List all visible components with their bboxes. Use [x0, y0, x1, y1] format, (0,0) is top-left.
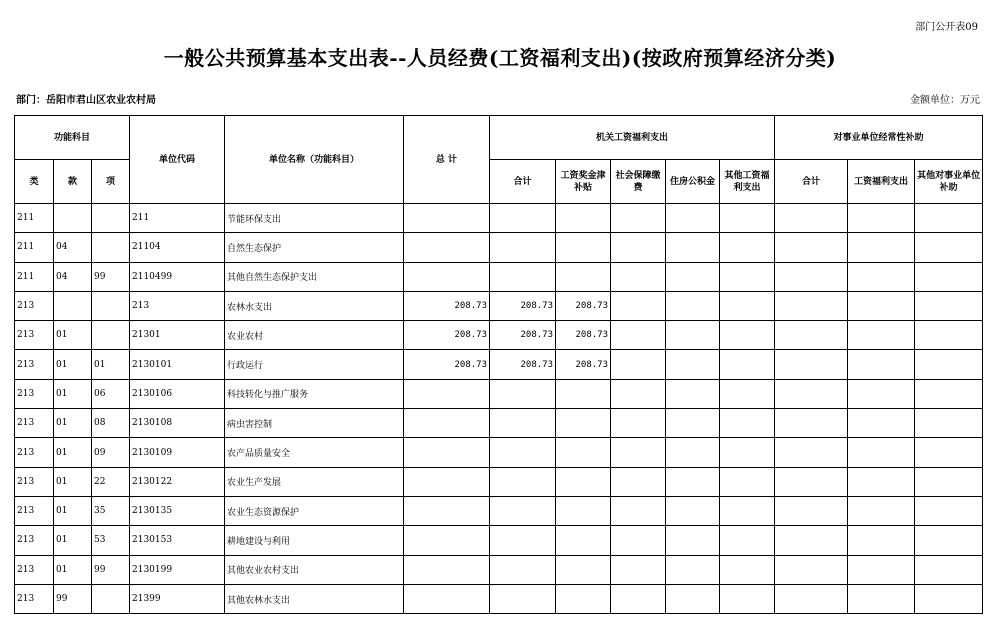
- cell-agency-housing: [666, 584, 720, 613]
- cell-unit-name: 其他农业农村支出: [225, 555, 404, 584]
- cell-total: [404, 496, 490, 525]
- cell-kuan: 04: [54, 233, 92, 262]
- cell-inst-subtotal: [775, 291, 848, 320]
- cell-agency-wage: 208.73: [556, 321, 611, 350]
- cell-agency-subtotal: [490, 379, 556, 408]
- cell-lei: 213: [15, 350, 54, 379]
- cell-unit-name: 农业生态资源保护: [225, 496, 404, 525]
- cell-unit-code: 2130122: [130, 467, 225, 496]
- cell-agency-wage: [556, 496, 611, 525]
- cell-inst-other: [915, 379, 983, 408]
- cell-inst-other: [915, 291, 983, 320]
- cell-unit-name: 行政运行: [225, 350, 404, 379]
- cell-agency-housing: [666, 262, 720, 291]
- table-row: [15, 526, 983, 555]
- cell-agency-subtotal: 208.73: [490, 291, 556, 320]
- cell-agency-other: [720, 321, 775, 350]
- table-row: [15, 496, 983, 525]
- cell-agency-wage: [556, 584, 611, 613]
- cell-total: [404, 555, 490, 584]
- table-row: [15, 321, 983, 350]
- cell-agency-housing: [666, 496, 720, 525]
- cell-kuan: 99: [54, 584, 92, 613]
- cell-agency-housing: [666, 233, 720, 262]
- table-row: [15, 467, 983, 496]
- cell-agency-housing: [666, 350, 720, 379]
- cell-inst-wage: [848, 438, 915, 467]
- table-row: [15, 555, 983, 584]
- cell-unit-name: 节能环保支出: [225, 204, 404, 233]
- cell-unit-name: 耕地建设与利用: [225, 526, 404, 555]
- header-func-subject: 功能科目: [15, 116, 130, 160]
- cell-xiang: 09: [92, 438, 130, 467]
- table-row: [15, 409, 983, 438]
- cell-agency-wage: [556, 526, 611, 555]
- cell-agency-social: [611, 379, 666, 408]
- cell-agency-social: [611, 409, 666, 438]
- cell-xiang: 35: [92, 496, 130, 525]
- cell-lei: 213: [15, 526, 54, 555]
- cell-agency-subtotal: [490, 204, 556, 233]
- cell-inst-other: [915, 555, 983, 584]
- cell-kuan: 04: [54, 262, 92, 291]
- table-row: [15, 291, 983, 320]
- cell-agency-social: [611, 438, 666, 467]
- cell-kuan: 01: [54, 555, 92, 584]
- cell-inst-subtotal: [775, 555, 848, 584]
- cell-agency-social: [611, 555, 666, 584]
- cell-inst-subtotal: [775, 233, 848, 262]
- table-row: [15, 350, 983, 379]
- cell-xiang: 22: [92, 467, 130, 496]
- cell-agency-wage: [556, 409, 611, 438]
- cell-total: [404, 379, 490, 408]
- cell-unit-name: 自然生态保护: [225, 233, 404, 262]
- cell-unit-code: 21104: [130, 233, 225, 262]
- cell-total: 208.73: [404, 321, 490, 350]
- cell-agency-wage: [556, 467, 611, 496]
- cell-agency-subtotal: [490, 496, 556, 525]
- cell-agency-housing: [666, 438, 720, 467]
- cell-unit-code: 2130135: [130, 496, 225, 525]
- table-row: [15, 438, 983, 467]
- cell-agency-social: [611, 467, 666, 496]
- cell-agency-social: [611, 496, 666, 525]
- cell-lei: 211: [15, 233, 54, 262]
- cell-inst-other: [915, 584, 983, 613]
- cell-inst-subtotal: [775, 496, 848, 525]
- cell-inst-subtotal: [775, 467, 848, 496]
- cell-inst-other: [915, 438, 983, 467]
- cell-kuan: 01: [54, 438, 92, 467]
- cell-unit-code: 2130153: [130, 526, 225, 555]
- cell-kuan: 01: [54, 350, 92, 379]
- cell-agency-other: [720, 438, 775, 467]
- header-agency-social: 社会保障缴费: [611, 160, 666, 204]
- cell-agency-subtotal: [490, 584, 556, 613]
- cell-agency-social: [611, 321, 666, 350]
- form-number: 部门公开表09: [915, 22, 978, 33]
- cell-unit-name: 病虫害控制: [225, 409, 404, 438]
- cell-xiang: 99: [92, 262, 130, 291]
- cell-lei: 211: [15, 204, 54, 233]
- header-agency-subtotal: 合计: [490, 160, 556, 204]
- table-row: [15, 233, 983, 262]
- table-row: [15, 204, 983, 233]
- cell-inst-wage: [848, 291, 915, 320]
- cell-inst-subtotal: [775, 526, 848, 555]
- cell-unit-name: 农产品质量安全: [225, 438, 404, 467]
- table-body: [15, 204, 983, 614]
- cell-kuan: [54, 291, 92, 320]
- cell-inst-other: [915, 496, 983, 525]
- cell-agency-other: [720, 291, 775, 320]
- cell-total: [404, 233, 490, 262]
- cell-kuan: 01: [54, 526, 92, 555]
- budget-table: [14, 115, 983, 614]
- cell-lei: 213: [15, 409, 54, 438]
- header-agency-other: 其他工资福利支出: [720, 160, 775, 204]
- cell-agency-other: [720, 350, 775, 379]
- cell-agency-other: [720, 526, 775, 555]
- cell-inst-subtotal: [775, 350, 848, 379]
- cell-xiang: [92, 204, 130, 233]
- cell-agency-social: [611, 526, 666, 555]
- cell-agency-social: [611, 262, 666, 291]
- header-lei: 类: [15, 160, 54, 204]
- cell-inst-subtotal: [775, 321, 848, 350]
- table-row: [15, 262, 983, 291]
- cell-agency-housing: [666, 467, 720, 496]
- department-label: 部门：岳阳市君山区农业农村局: [16, 95, 156, 106]
- cell-unit-code: 21399: [130, 584, 225, 613]
- cell-inst-other: [915, 526, 983, 555]
- cell-agency-subtotal: [490, 262, 556, 291]
- cell-agency-subtotal: 208.73: [490, 321, 556, 350]
- cell-total: [404, 409, 490, 438]
- cell-agency-wage: [556, 438, 611, 467]
- cell-inst-wage: [848, 409, 915, 438]
- cell-agency-subtotal: 208.73: [490, 350, 556, 379]
- cell-agency-wage: [556, 233, 611, 262]
- cell-agency-housing: [666, 409, 720, 438]
- header-agency-group: 机关工资福利支出: [490, 116, 775, 160]
- cell-agency-other: [720, 555, 775, 584]
- cell-xiang: [92, 321, 130, 350]
- cell-agency-subtotal: [490, 526, 556, 555]
- cell-inst-subtotal: [775, 438, 848, 467]
- cell-xiang: 01: [92, 350, 130, 379]
- cell-agency-housing: [666, 555, 720, 584]
- cell-lei: 213: [15, 555, 54, 584]
- header-inst-wage: 工资福利支出: [848, 160, 915, 204]
- cell-kuan: 01: [54, 409, 92, 438]
- cell-unit-code: 211: [130, 204, 225, 233]
- header-unit-name: 单位名称（功能科目）: [225, 116, 404, 204]
- cell-unit-name: 农业农村: [225, 321, 404, 350]
- header-agency-housing: 住房公积金: [666, 160, 720, 204]
- cell-total: [404, 584, 490, 613]
- cell-unit-name: 农业生产发展: [225, 467, 404, 496]
- cell-agency-subtotal: [490, 438, 556, 467]
- cell-unit-code: 2130109: [130, 438, 225, 467]
- cell-lei: 211: [15, 262, 54, 291]
- cell-agency-social: [611, 584, 666, 613]
- cell-agency-wage: [556, 379, 611, 408]
- cell-inst-wage: [848, 526, 915, 555]
- cell-total: [404, 438, 490, 467]
- cell-inst-other: [915, 409, 983, 438]
- cell-agency-other: [720, 409, 775, 438]
- cell-total: [404, 467, 490, 496]
- cell-inst-other: [915, 321, 983, 350]
- cell-inst-wage: [848, 379, 915, 408]
- cell-agency-housing: [666, 204, 720, 233]
- cell-total: [404, 204, 490, 233]
- cell-kuan: 01: [54, 496, 92, 525]
- cell-unit-code: 21301: [130, 321, 225, 350]
- cell-agency-other: [720, 233, 775, 262]
- cell-agency-wage: 208.73: [556, 291, 611, 320]
- table-row: [15, 379, 983, 408]
- cell-xiang: 06: [92, 379, 130, 408]
- cell-inst-wage: [848, 233, 915, 262]
- header-institution-group: 对事业单位经常性补助: [775, 116, 983, 160]
- cell-unit-code: 213: [130, 291, 225, 320]
- cell-inst-wage: [848, 262, 915, 291]
- cell-inst-other: [915, 204, 983, 233]
- cell-agency-housing: [666, 321, 720, 350]
- cell-unit-name: 农林水支出: [225, 291, 404, 320]
- page-title: 一般公共预算基本支出表--人员经费(工资福利支出)(按政府预算经济分类): [163, 46, 837, 70]
- cell-inst-other: [915, 467, 983, 496]
- cell-inst-wage: [848, 321, 915, 350]
- table-row: [15, 584, 983, 613]
- cell-inst-subtotal: [775, 379, 848, 408]
- cell-xiang: 53: [92, 526, 130, 555]
- header-unit-code: 单位代码: [130, 116, 225, 204]
- cell-inst-wage: [848, 350, 915, 379]
- cell-unit-name: 其他自然生态保护支出: [225, 262, 404, 291]
- cell-total: 208.73: [404, 291, 490, 320]
- cell-unit-code: 2130108: [130, 409, 225, 438]
- cell-lei: 213: [15, 379, 54, 408]
- cell-agency-other: [720, 584, 775, 613]
- cell-agency-other: [720, 204, 775, 233]
- header-agency-wage: 工资奖金津补贴: [556, 160, 611, 204]
- cell-inst-wage: [848, 584, 915, 613]
- cell-agency-other: [720, 262, 775, 291]
- cell-agency-wage: [556, 555, 611, 584]
- cell-agency-subtotal: [490, 467, 556, 496]
- cell-inst-subtotal: [775, 262, 848, 291]
- cell-unit-code: 2110499: [130, 262, 225, 291]
- cell-inst-other: [915, 350, 983, 379]
- cell-agency-subtotal: [490, 555, 556, 584]
- cell-unit-code: 2130106: [130, 379, 225, 408]
- cell-agency-wage: [556, 262, 611, 291]
- cell-agency-other: [720, 467, 775, 496]
- cell-agency-subtotal: [490, 409, 556, 438]
- cell-kuan: 01: [54, 321, 92, 350]
- cell-lei: 213: [15, 496, 54, 525]
- cell-agency-housing: [666, 291, 720, 320]
- cell-kuan: 01: [54, 467, 92, 496]
- header-inst-subtotal: 合计: [775, 160, 848, 204]
- cell-kuan: [54, 204, 92, 233]
- header-kuan: 款: [54, 160, 92, 204]
- cell-lei: 213: [15, 467, 54, 496]
- cell-agency-social: [611, 350, 666, 379]
- cell-lei: 213: [15, 584, 54, 613]
- cell-agency-housing: [666, 379, 720, 408]
- cell-unit-code: 2130101: [130, 350, 225, 379]
- cell-xiang: [92, 291, 130, 320]
- cell-total: [404, 262, 490, 291]
- header-total: 总 计: [404, 116, 490, 204]
- cell-lei: 213: [15, 291, 54, 320]
- cell-xiang: [92, 233, 130, 262]
- cell-agency-other: [720, 496, 775, 525]
- cell-xiang: 08: [92, 409, 130, 438]
- cell-inst-subtotal: [775, 584, 848, 613]
- cell-lei: 213: [15, 438, 54, 467]
- cell-total: 208.73: [404, 350, 490, 379]
- cell-agency-social: [611, 204, 666, 233]
- cell-kuan: 01: [54, 379, 92, 408]
- amount-unit-label: 金额单位：万元: [910, 95, 980, 106]
- cell-agency-subtotal: [490, 233, 556, 262]
- cell-inst-other: [915, 233, 983, 262]
- cell-agency-other: [720, 379, 775, 408]
- cell-inst-other: [915, 262, 983, 291]
- cell-agency-wage: [556, 204, 611, 233]
- cell-lei: 213: [15, 321, 54, 350]
- cell-xiang: 99: [92, 555, 130, 584]
- cell-inst-wage: [848, 204, 915, 233]
- cell-inst-subtotal: [775, 409, 848, 438]
- cell-agency-housing: [666, 526, 720, 555]
- cell-inst-wage: [848, 496, 915, 525]
- cell-agency-social: [611, 291, 666, 320]
- cell-unit-name: 其他农林水支出: [225, 584, 404, 613]
- cell-total: [404, 526, 490, 555]
- cell-inst-subtotal: [775, 204, 848, 233]
- cell-inst-wage: [848, 555, 915, 584]
- cell-unit-code: 2130199: [130, 555, 225, 584]
- header-inst-other: 其他对事业单位补助: [915, 160, 983, 204]
- cell-xiang: [92, 584, 130, 613]
- cell-inst-wage: [848, 467, 915, 496]
- cell-agency-social: [611, 233, 666, 262]
- cell-agency-wage: 208.73: [556, 350, 611, 379]
- cell-unit-name: 科技转化与推广服务: [225, 379, 404, 408]
- header-xiang: 项: [92, 160, 130, 204]
